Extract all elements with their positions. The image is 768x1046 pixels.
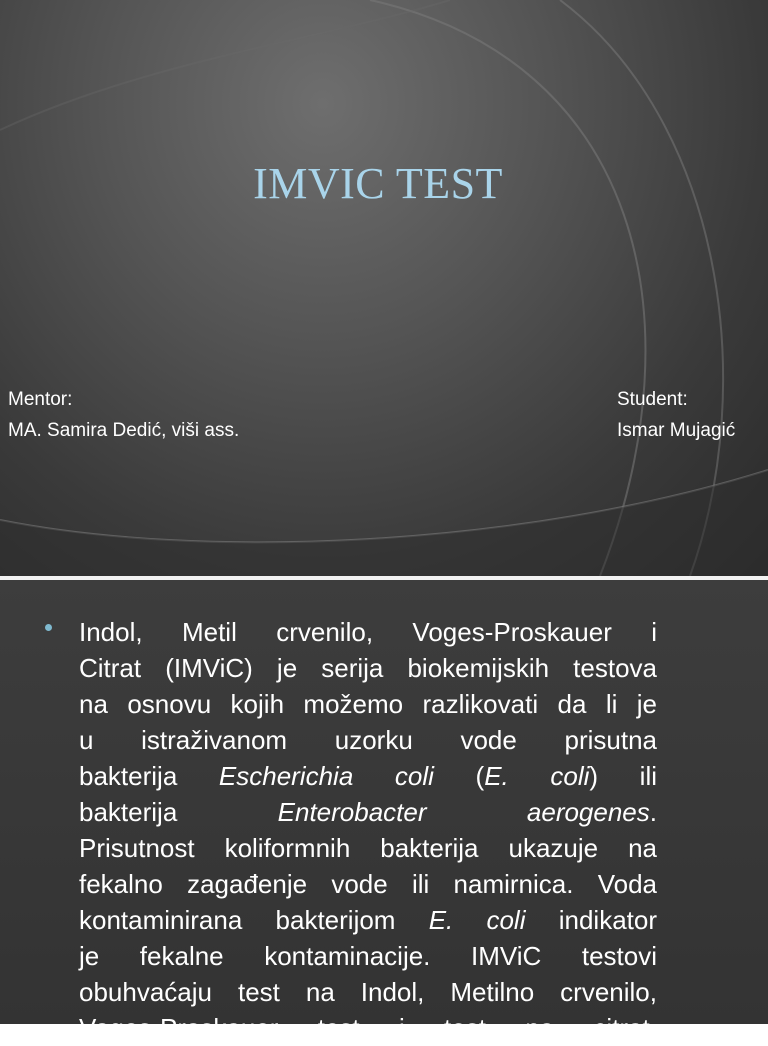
student-name: Ismar Mujagić bbox=[617, 420, 736, 441]
paragraph-line: Citrat (IMViC) je serija biokemijskih testova bbox=[79, 653, 657, 683]
paragraph-line: obuhvaćaju test na Indol, Metilno crvenilo, bbox=[79, 977, 657, 1007]
paragraph-line: kontaminirana bakterijom E. coli indikator bbox=[79, 905, 657, 935]
mentor-name: MA. Samira Dedić, viši ass. bbox=[8, 420, 240, 441]
paragraph-line: Voges-Proskauer test i test na citrat. bbox=[79, 1013, 657, 1043]
paragraph-line: u istraživanom uzorku vode prisutna bbox=[79, 725, 657, 755]
species-name: E. coli bbox=[484, 761, 590, 791]
paragraph-line: fekalno zagađenje vode ili namirnica. Voda bbox=[79, 869, 657, 899]
paragraph-line: je fekalne kontaminacije. IMViC testovi bbox=[79, 941, 657, 971]
species-name: Escherichia coli bbox=[218, 761, 434, 791]
paragraph-line: Indol, Metil crvenilo, Voges-Proskauer i bbox=[79, 617, 657, 647]
student-block bbox=[617, 384, 735, 446]
paragraph-line: bakterija Escherichia coli (E. coli) ili bbox=[79, 761, 658, 791]
slide-title: IMVIC TEST bbox=[253, 159, 503, 208]
mentor-label: Mentor: bbox=[8, 389, 73, 410]
bullet-dot-icon bbox=[45, 624, 52, 631]
species-name: Enterobacter aerogenes bbox=[277, 797, 650, 827]
mentor-block bbox=[8, 384, 239, 446]
paragraph-line: Prisutnost koliformnih bakterija ukazuje na bbox=[79, 833, 657, 863]
student-label: Student: bbox=[617, 389, 688, 410]
paragraph-line: bakterija Enterobacter aerogenes. bbox=[79, 797, 658, 827]
species-name: E. coli bbox=[428, 905, 526, 935]
bullet-paragraph bbox=[79, 614, 657, 1046]
paragraph-line: na osnovu kojih možemo razlikovati da li je bbox=[79, 689, 657, 719]
